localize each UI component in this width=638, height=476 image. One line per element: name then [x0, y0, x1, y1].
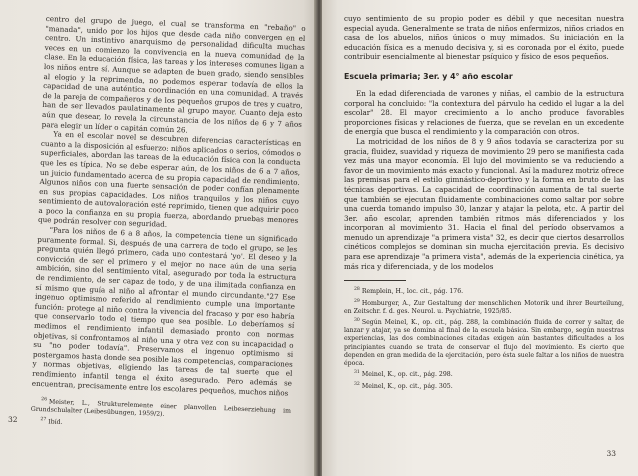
footnote-text: Meinel, K., op. cit., pág. 298.	[361, 371, 453, 379]
left-footnotes	[30, 396, 291, 436]
left-paragraph-3: "Para los niños de 6 a 8 años, la competencia tiene un significado puramente formal. Si, después de una carrera de todo el grupo, se les pregunta quién llegó primero, cada uno contestará 'yo'. El deseo y la convicción de ser el primero y el mejor no nace aún de una seria ambición, sino del sentimiento vital, asegurado por toda la estructura de rendimiento, de ser capaz de todo, y de una ilimitada confianza en sí mismo que guía al niño al afrontar el mundo circundante."27 Ese ingenuo optimismo referido al rendimiento cumple una importante función: protege al niño contra la vivencia del fracaso y por eso habría que conservarlo todo el tiempo que sea posible. Lo deberíamos sí medimos el rendimiento infantil demasiado pronto con normas objetivas, si confrontamos al niño una y otra vez con su incapacidad o su "no poder todavía". Preservamos el ingenuo optimismo si postergamos hasta donde sea posible las competencias, comparaciones y normas objetivas, eligiendo las tareas de tal suerte que el rendimiento infantil tenga el éxito asegurado. Pero además se encuentran, precisamente entre los escolares pequeños, muchos niños	[31, 225, 298, 398]
footnote-text: Homburger, A., Zur Gestaltung der menschlichen Motorik und ihrer Beurteilung, en Zeitschr. f. d. ges. Neurol. u. Psychiatrie, 1925/85.	[344, 299, 624, 315]
footnote-28	[344, 286, 624, 296]
footnote-mark: 26	[41, 397, 48, 403]
right-paragraph-1: cuyo sentimiento de su propio poder es débil y que necesitan nuestra especial ayuda. Generalmente se trata de niños enfermizos, niños criados en casa de los abuelos, niños únicos o muy mimados. Su iniciación en la educación física es a menudo decisiva y, si es coronada por el éxito, puede contribuir esencialmente al bienestar psíquico y físico de esos pequeños.	[344, 14, 624, 62]
footnote-mark: 31	[354, 370, 360, 376]
page-number-left: 32	[8, 415, 18, 424]
footnote-text: Ibíd.	[48, 418, 63, 426]
left-paragraph-1: centro del grupo de juego, el cual se transforma en "rebaño" o "manada", unido por los hijos que desde cada niño convergen en el centro. Un instintivo anarquismo de personalidad dificulta muchas veces en un comienzo la convivencia en la nueva comunidad de la clase. En la educación física, las tareas y los intereses comunes ligan a los niños entre sí. Aunque se adapten de buen grado, siendo sensibles al elogio y la reprimenda, no podemos esperar todavía de ellos la capacidad de una auténtica coordinación en una comunidad. A través de la pareja de compañeros y de los pequeños grupos de tres y cuatro, han de ser llevados paulatinamente al grupo mayor. Cuanto deja esto aún que desear, lo revela la circunstancia de los niños de 6 y 7 años para elegir un líder o capitán común 26.	[41, 14, 306, 135]
footnote-text: Meister, L., Strukturelemente einer planvollen Leibeserziehung im Grundschulalter (Leibesübungen, 1959/2).	[30, 398, 292, 419]
footnote-text: Meinel, K., op. cit., pág. 305.	[361, 382, 453, 390]
footnote-mark: 28	[354, 287, 360, 293]
footnote-rule	[344, 280, 406, 281]
section-heading: Escuela primaria; 3er. y 4° año escolar	[344, 71, 513, 81]
page-number-right: 33	[606, 449, 616, 458]
right-paragraph-3: La motricidad de los niños de 8 y 9 años todavía se caracteriza por su gracia, fluidez, suavidad y riqueza de movimiento 29 pero se manifiesta cada vez más una mayor economía. El lujo del movimiento se va reduciendo a favor de un movimiento más exacto y funcional. Así la madurez motriz ofrece las premisas para el estilo gimnástico-deportivo y la forma en bruto de las técnicas deportivas. La capacidad de coordinación aumenta de tal suerte que también se ejecutan fluidamente combinaciones como saltar por sobre una cuerda tomando impulso 30, lanzar y atajar la pelota, etc. A partir del 3er. año escolar, aprenden también ritmos más diferenciados y los incorporan al movimiento 31. Hacia el final del período observamos a menudo un aprendizaje "a primera vista" 32, es decir que ciertos desarrollos cinéticos complejos se dominan sin mucha ejercitación previa. Es decisivo para ese aprendizaje "a primera vista", además de la experiencia cinética, ya más rica y diferenciada, y de los modelos	[344, 136, 625, 271]
right-page	[322, 0, 638, 476]
left-page-text-block	[30, 14, 306, 436]
footnote-text: Remplein, H., loc. cit., pág. 176.	[361, 288, 464, 296]
footnote-mark: 30	[354, 317, 360, 323]
footnote-29	[344, 298, 624, 316]
footnote-30	[344, 317, 624, 368]
footnote-text: Según Meinel, K., op. cit., pág. 288, la combinación fluida de correr y saltar, de lanzar y atajar, ya se domina al final de la escuela básica. Sin embargo, según nuestras experiencias, las dos combinaciones citadas exigen aún bastantes dificultades a los principiantes cuando se trata de conservar el flujo del movimiento. Es cierto que dependen en gran medida de la ejercitación, pero ésta suele faltar a los niños de nuestra época.	[344, 319, 624, 368]
footnote-31	[344, 369, 624, 379]
right-footnotes	[344, 286, 624, 391]
footnote-mark: 29	[354, 298, 360, 304]
footnote-32	[344, 381, 624, 391]
footnote-mark: 27	[40, 416, 47, 422]
left-paragraph-2: Ya en el escolar novel se descubren diferencias características en cuanto a la disposición al esfuerzo: niños aplicados o serios, cómodos o superficiales, abordan las tareas de la educación física con la conducta que les es típica. No se debe esperar aún, de los niños de 6 a 7 años, un juicio fundamentado acerca de su propia capacidad de rendimiento. Algunos niños con una fuerte sensación de poder confían plenamente en sus propias capacidades. Los niños tranquilos y los niños cuyo sentimiento de autovaloración esté reprimido, tienen que adquirir poco a poco la confianza en su propia fuerza, abordando pruebas menores que podrán resolver con seguridad.	[37, 129, 302, 230]
left-page	[0, 0, 316, 476]
footnote-mark: 32	[354, 381, 360, 387]
right-paragraph-2: En la edad diferenciada de varones y niñas, el cambio de la estructura corporal ha concluido: "la contextura del párvulo ha cedido el lugar a la del escolar" 28. El mayor crecimiento a lo ancho produce favorables proporciones físicas y relaciones de fuerza, que se revelan en un excedente de energía que busca el rendimiento y la comparación con otros.	[344, 88, 624, 137]
